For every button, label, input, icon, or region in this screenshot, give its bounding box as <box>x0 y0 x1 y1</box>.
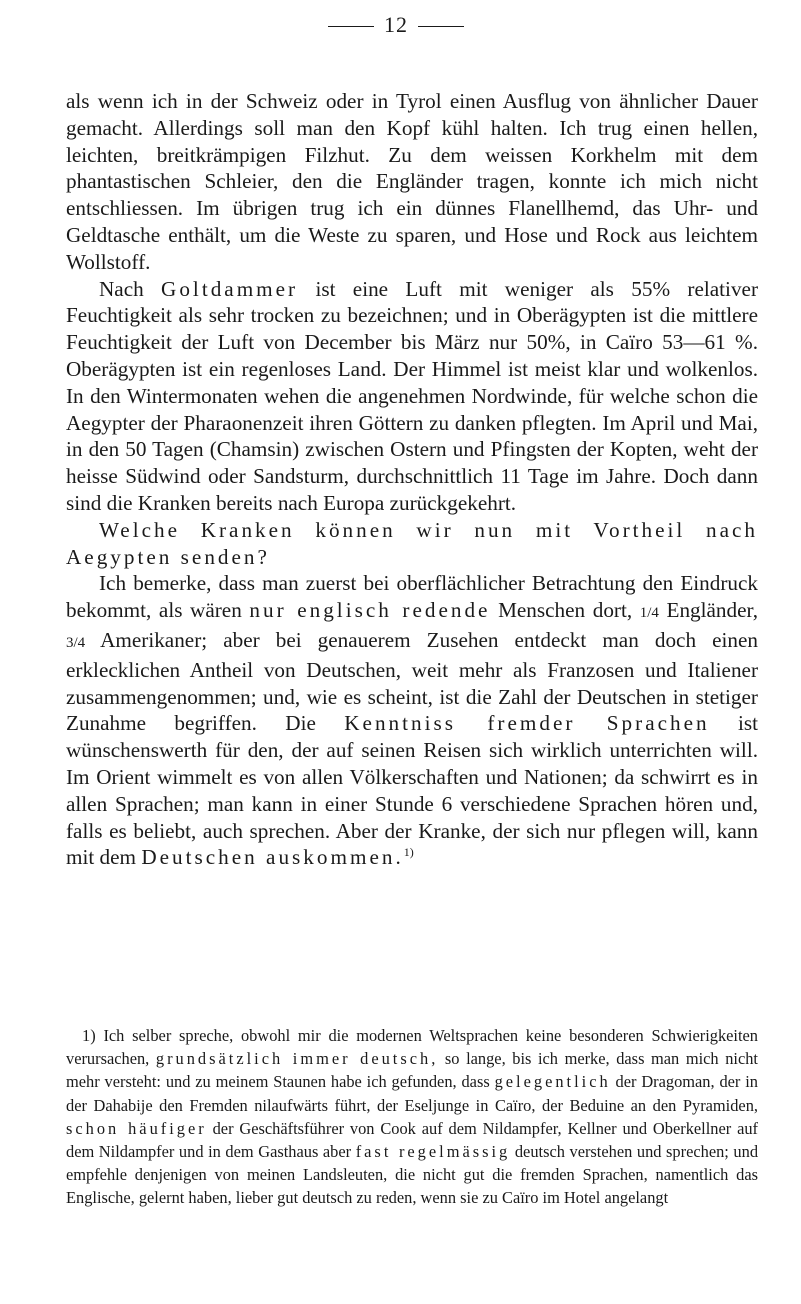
footnote-reference: 1) <box>403 845 414 860</box>
footnote-emphasis-2: gelegentlich <box>494 1072 611 1092</box>
paragraph-2-text-a: ist eine Luft mit weniger als 55 <box>315 276 653 301</box>
emphasis-foreign-languages: Kenntniss fremder Sprachen <box>344 711 710 736</box>
paragraph-2-text-d: . Oberägypten ist ein regenloses Land. Der Himmel ist meist klar und wolkenlos. In den Wintermonaten wehen die angenehmen Nordwinde, für welche schon die Aegypter der Pharaonenzeit ihren Göttern zu danken pflegten. Im April und Mai, in den 50 Tagen (Chamsin) zwischen Ostern und Pfingsten der Kopten, weht der heisse Südwind oder Sandsturm, durchschnittlich 11 Tage im Jahre. Doch dann sind die Kranken bereits nach Europa zurückgekehrt. <box>66 330 758 515</box>
fraction-quarter: 1/4 <box>639 605 659 622</box>
paragraph-4-text-d: Amerikaner; aber bei genauerem Zusehen entdeckt man doch einen erklecklichen Antheil von Deutschen, weit mehr als Franzosen und Italiener zusammengenommen; und, wie es scheint, ist die Zahl der Deutschen in stetiger Zunahme begriffen. Die <box>66 627 758 736</box>
percent-sign: % <box>735 330 753 355</box>
page-number: 12 <box>384 12 408 37</box>
footnote-emphasis-1: grundsätzlich immer deutsch, <box>155 1049 439 1069</box>
section-question: Welche Kranken können wir nun mit Vortheil nach Aegypten senden? <box>66 517 758 569</box>
paragraph-1: als wenn ich in der Schweiz oder in Tyrol einen Ausflug von ähnlicher Dauer gemacht. Allerdings soll man den Kopf kühl halten. Ich trug einen hellen, leichten, breitkrämpigen Filzhut. Zu dem weissen Korkhelm mit dem phantastischen Schleier, den die Engländer tragen, konnte ich mich nicht entschliessen. Im übrigen trug ich ein dünnes Flanellhemd, das Uhr- und Geldtasche enthält, um die Weste zu sparen, und Hose und Rock aus leichtem Wollstoff. <box>66 89 758 274</box>
paragraph-4-text-c: Engländer, <box>666 598 759 623</box>
footnote-marker: 1) <box>82 1026 96 1045</box>
percent-sign: % <box>652 276 671 301</box>
emphasis-german-suffices: Deutschen auskommen. <box>141 845 404 870</box>
footnote-text-b: so lange, bis ich merke, dass man mich nicht mehr versteht: und zu meinem Staunen habe ich gefunden, dass <box>66 1049 758 1092</box>
footnote-text-a: Ich selber spreche, obwohl mir die modernen Weltsprachen keine besonderen Schwierigkeiten verursachen, <box>66 1026 758 1069</box>
page-header <box>66 12 726 38</box>
fraction-three-quarters: 3/4 <box>66 634 86 651</box>
footnote-emphasis-4: fast regelmässig <box>355 1142 511 1162</box>
footnote-paragraph <box>66 1024 758 1210</box>
footnote-text-e: deutsch verstehen und sprechen; und empfehle denjenigen von meinen Landsleuten, die nicht gut die fremden Sprachen, namentlich das Englische, gelernt haben, lieber gut deutsch zu reden, wenn sie zu Caïro im Hotel angelangt <box>66 1142 759 1208</box>
header-dash-right <box>418 26 464 27</box>
footnote <box>66 1024 758 1210</box>
emphasis-english-speakers: nur englisch redende <box>249 598 491 623</box>
header-dash-left <box>328 26 374 27</box>
footnote-emphasis-3: schon häufiger <box>66 1118 207 1138</box>
paragraph-4-text-a: Ich bemerke, dass man zuerst bei oberflächlicher Betrachtung den Eindruck bekommt, als wären <box>66 571 758 623</box>
paragraph-4-text-e: ist wünschenswerth für den, der auf seinen Reisen sich wirklich unterrichten will. Im Orient wimmelt es von allen Völkerschaften und Nationen; da schwirrt es in allen Sprachen; man kann in einer Stunde 6 verschiedene Sprachen hören und, falls es beliebt, auch sprechen. Aber der Kranke, der sich nur pflegen will, kann mit dem <box>66 711 758 870</box>
paragraph-4 <box>66 570 758 871</box>
paragraph-2-text-b: relativer Feuchtigkeit als sehr trocken zu bezeichnen; und in Oberägypten ist die mittlere Feuchtigkeit der Luft von December bis März nur 50 <box>66 276 758 355</box>
percent-sign: % <box>547 330 566 355</box>
paragraph-4-text-b: Menschen dort, <box>498 598 633 623</box>
paragraph-2-prefix: Nach <box>99 276 144 301</box>
paragraph-2-text-c: , in Caïro 53—61 <box>565 330 726 355</box>
footnote-text-d: der Geschäftsführer von Cook auf dem Nildampfer, Kellner und Oberkellner auf dem Nildampfer und in dem Gasthaus aber <box>66 1118 758 1162</box>
author-name-goltdammer: Goltdammer <box>161 276 299 301</box>
paragraph-2 <box>66 276 758 517</box>
footnote-text-c: der Dragoman, der in der Dahabije den Fremden nilaufwärts führt, der Eseljunge in Caïro, der Beduine an den Pyramiden, <box>66 1072 758 1115</box>
main-text <box>66 88 758 871</box>
